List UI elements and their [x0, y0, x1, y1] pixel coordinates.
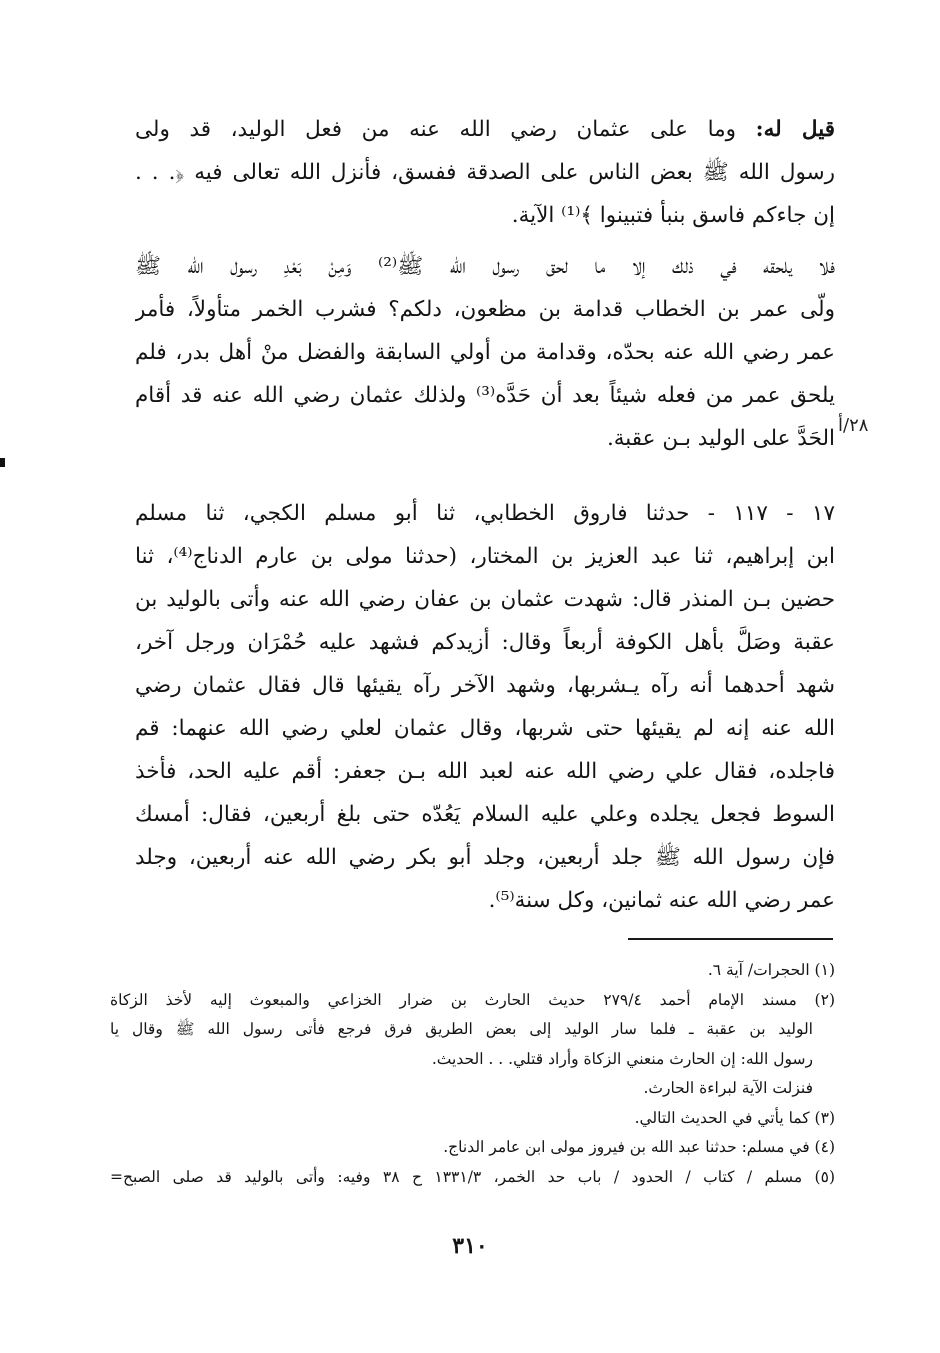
footnote-separator [628, 938, 833, 940]
footnote-line: (٢) مسند الإمام أحمد ٢٧٩/٤ حديث الحارث بن ضرار الخزاعي والمبعوث إليه لأخذ الزكاة [110, 990, 835, 1009]
line-text: وما على عثمان رضي الله عنه من فعل الوليد، قد ولى [135, 117, 737, 142]
paragraph-line: حضين بـن المنذر قال: شهدت عثمان بن عفان رضي الله عنه وأتى بالوليد بن [135, 587, 835, 612]
paragraph-line: ابن إبراهيم، ثنا عبد العزيز بن المختار، (حدثنا مولى بن عارم الدناج⁽⁴⁾، ثنا [135, 544, 835, 569]
page-number: ٣١٠ [452, 1233, 488, 1259]
paragraph-line: السوط فجعل يجلده وعلي عليه السلام يَعُدّه حتى بلغ أربعين، فقال: أمسك [135, 802, 835, 827]
paragraph-line: ولّى عمر بن الخطاب قدامة بن مظعون، دلكم؟ فشرب الخمر متأولاً، فأمر [135, 297, 835, 322]
paragraph-line: شهد أحدهما أنه رآه يـشربها، وشهد الآخر رآه يقيئها قال فقال عثمان رضي [135, 673, 835, 698]
paragraph-line [135, 108, 835, 151]
footnote-line: (٤) في مسلم: حدثنا عبد الله بن فيروز مولى ابن عامر الدناج. [443, 1138, 835, 1156]
paragraph-line: إن جاءكم فاسق بنبأ فتبينوا ﴾⁽¹⁾ الآية. [511, 203, 835, 228]
paragraph-line: فلا يلحقه في ذلك إلا ما لحق رسول الله ﷺ⁽²⁾ وَمِنْ بَعْدِ رسول الله ﷺ [135, 254, 835, 279]
question-lead: قيل له: [755, 117, 835, 142]
footnote-line: (١) الحجرات/ آية ٦. [707, 961, 835, 979]
paragraph-line: الحَدَّ على الوليد بـن عقبة. [606, 426, 835, 451]
paragraph-line: الله عنه إنه لم يقيئها حتى شربها، وقال عثمان لعلي رضي الله عنهما: قم [135, 716, 835, 741]
hadith-paragraph [135, 492, 835, 922]
footnotes [110, 956, 835, 1192]
paragraph-line: ١٧ - ١١٧ - حدثنا فاروق الخطابي، ثنا أبو مسلم الكجي، ثنا مسلم [135, 501, 835, 526]
scan-edge-mark [0, 458, 5, 467]
paragraph-line: عقبة وصَلَّ بأهل الكوفة أربعاً وقال: أزيدكم فشهد عليه حُمْرَان ورجل آخر، [135, 630, 835, 655]
paragraph-line: فاجلده، فقال علي رضي الله عنه لعبد الله بـن جعفر: أقم عليه الحد، فأخذ [135, 759, 835, 784]
footnote-line: فنزلت الآية لبراءة الحارث. [643, 1079, 813, 1097]
paragraph-line: يلحق عمر من فعله شيئاً بعد أن حَدَّه⁽³⁾ ولذلك عثمان رضي الله عنه قد أقام [135, 383, 835, 408]
paragraph-line: عمر رضي الله عنه ثمانين، وكل سنة⁽⁵⁾. [488, 888, 835, 913]
opening-paragraph [135, 108, 835, 237]
paragraph-line: فإن رسول الله ﷺ جلد أربعين، وجلد أبو بكر رضي الله عنه أربعين، وجلد [135, 845, 835, 870]
paragraph-line: عمر رضي الله عنه بحدّه، وقدامة من أولي السابقة والفضل منْ أهل بدر، فلم [135, 340, 835, 365]
footnote-line: (٥) مسلم / كتاب / الحدود / باب حد الخمر، ١٣٣١/٣ ح ٣٨ وفيه: وأتى بالوليد قد صلى الصبح= [110, 1167, 835, 1186]
footnote-line: الوليد بن عقبة ـ فلما سار الوليد إلى بعض الطريق فرق فرجع فأتى رسول الله ﷺ وقال يا [110, 1020, 813, 1038]
paragraph-line: رسول الله ﷺ بعض الناس على الصدقة ففسق، فأنزل الله تعالى فيه ﴿. . . [135, 160, 835, 185]
footnote-line: رسول الله: إن الحارث منعني الزكاة وأراد قتلي. . . الحديث. [431, 1049, 813, 1068]
manuscript-folio-reference: ٢٨/أ [838, 415, 869, 436]
second-paragraph [135, 245, 835, 460]
footnote-line: (٣) كما يأتي في الحديث التالي. [634, 1108, 835, 1127]
